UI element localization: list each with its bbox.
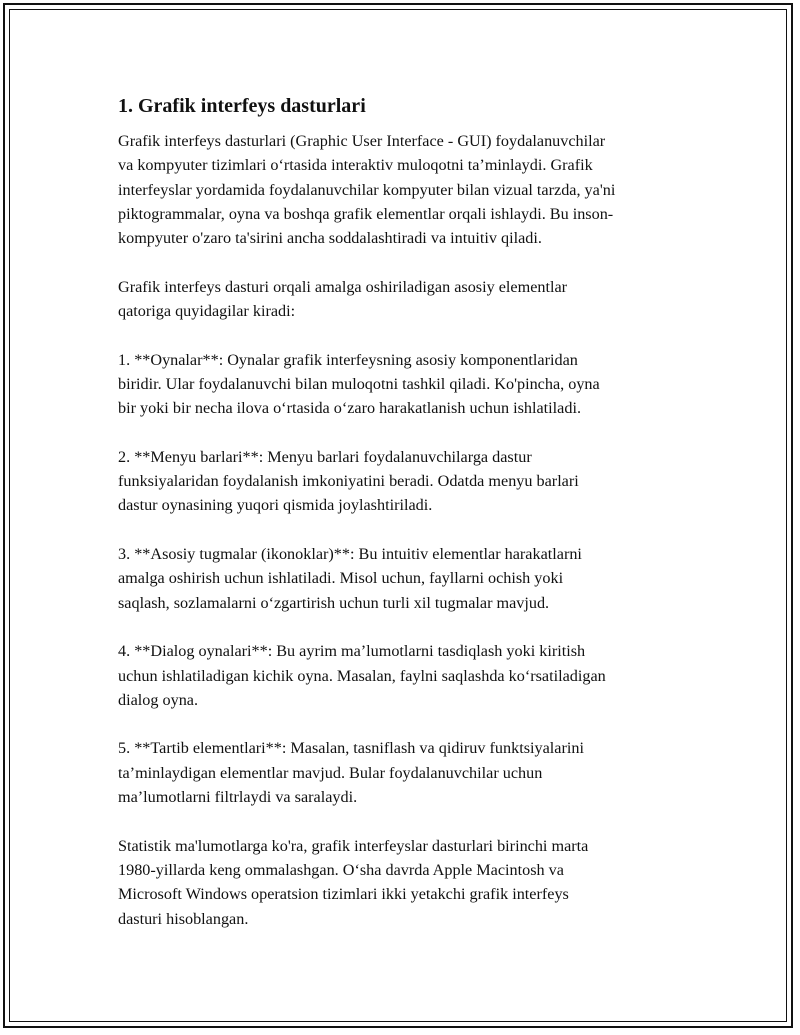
paragraph-statistics: Statistik ma'lumotlarga ko'ra, grafik interfeyslar dasturlari birinchi marta 1980-yillarda keng ommalashgan. Oʻsha davrda Apple Macintosh va Microsoft Windows operatsion tizimlari ikki yetakchi grafik interfeys dasturi hisoblangan. xyxy=(118,836,589,928)
list-item-buttons: 3. **Asosiy tugmalar (ikonoklar)**: Bu intuitiv elementlar harakatlarni amalga oshirish uchun ishlatiladi. Misol uchun, fayllarni ochish yoki saqlash, sozlamalarni oʻzgartirish uchun turli xil tugmalar mavjud. xyxy=(118,545,582,612)
paragraph-intro: Grafik interfeys dasturlari (Graphic User Interface - GUI) foydalanuvchilar va kompyuter tizimlari oʻrtasida interaktiv muloqotni taʼminlaydi. Grafik interfeyslar yordamida foydalanuvchilar kompyuter bilan vizual tarzda, ya'ni piktogrammalar, oyna va boshqa grafik elementlar orqali ishlaydi. Bu inson- kompyuter o'zaro ta'sirini ancha soddalashtiradi va intuitiv qiladi. xyxy=(118,132,616,248)
list-item-dialogs: 4. **Dialog oynalari**: Bu ayrim maʼlumotlarni tasdiqlash yoki kiritish uchun ishlatiladigan kichik oyna. Masalan, faylni saqlashda koʻrsatiladigan dialog oyna. xyxy=(118,642,606,709)
list-item-windows: 1. **Oynalar**: Oynalar grafik interfeysning asosiy komponentlaridan biridir. Ular foydalanuvchi bilan muloqotni tashkil qiladi. Ko'pincha, oyna bir yoki bir necha ilova oʻrtasida oʻzaro harakatlanish uchun ishlatiladi. xyxy=(118,350,600,418)
paragraph-elements-lead: Grafik interfeys dasturi orqali amalga oshiriladigan asosiy elementlar qatoriga quyidagilar kiradi: xyxy=(118,277,568,321)
list-item-menu-bars: 2. **Menyu barlari**: Menyu barlari foydalanuvchilarga dastur funksiyalaridan foydalanish imkoniyatini beradi. Odatda menyu barlari dastur oynasining yuqori qismida joylashtiriladi. xyxy=(118,447,579,515)
section-heading: 1. Grafik interfeys dasturlari xyxy=(118,95,366,117)
document-body xyxy=(118,92,690,955)
list-item-order-elements: 5. **Tartib elementlari**: Masalan, tasniflash va qidiruv funktsiyalarini taʼminlaydigan elementlar mavjud. Bular foydalanuvchilar uchun maʼlumotlarni filtrlaydi va saralaydi. xyxy=(118,739,584,807)
